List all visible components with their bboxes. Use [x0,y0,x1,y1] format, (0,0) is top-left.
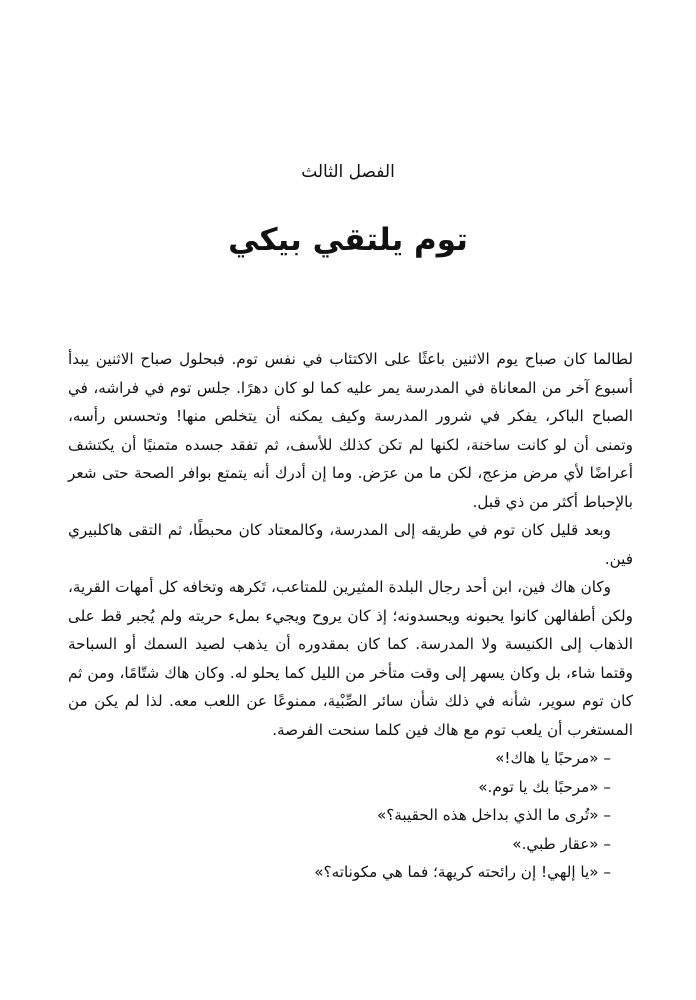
paragraph: لطالما كان صباح يوم الاثنين باعثًا على الاكتئاب في نفس توم. فبحلول صباح الاثنين يبدأ أسبوع آخر من المعاناة في المدرسة يمر عليه كما لو كان دهرًا. جلس توم في فراشه، في الصباح الباكر، يفكر في شرور المدرسة وكيف يمكنه أن يتخلص منها! وتحسس رأسه، وتمنى أن لو كانت ساخنة، لكنها لم تكن كذلك للأسف، ثم تفقد جسده متمنيًا أن يكتشف أعراضًا لأي مرض مزعج، لكن ما من عرَض. وما إن أدرك أنه يتمتع بوافر الصحة حتى شعر بالإحباط أكثر من ذي قبل. [68,350,633,511]
dialogue-line: – «مرحبًا يا هاك!» [495,749,611,767]
paragraph: وكان هاك فين، ابن أحد رجال البلدة المثيرين للمتاعب، تَكرهه وتخافه كل أمهات القرية، ولكن أطفالهن كانوا يحبونه ويحسدونه؛ إذ كان يروح ويجيء بملء حريته ولم يُجبر قط على الذهاب إلى الكنيسة ولا المدرسة. كما كان بمقدوره أن يذهب لصيد السمك أو السباحة وقتما شاء، بل وكان يسهر إلى وقت متأخر من الليل كما يحلو له. وكان هاك شتّامًا، ومن ثم كان توم سوير، شأنه في ذلك شأن سائر الصِّبْية، ممنوعًا عن اللعب معه. لذا لم يكن من المستغرب أن يلعب توم مع هاك فين كلما سنحت الفرصة. [68,578,633,739]
paragraph: وبعد قليل كان توم في طريقه إلى المدرسة، وكالمعتاد كان محبطًا، ثم التقى هاكلبيري فين. [68,521,633,568]
chapter-title: توم يلتقي بيكي [228,222,468,258]
dialogue-line: – «عقار طبي.» [512,834,611,853]
dialogue-line: – «يا إلهي! إن رائحته كريهة؛ فما هي مكوناته؟» [314,863,611,881]
chapter-label: الفصل الثالث [301,162,395,182]
dialogue-line: – «تُرى ما الذي بداخل هذه الحقيبة؟» [376,806,611,824]
dialogue-line: – «مرحبًا بك يا توم.» [478,777,611,796]
chapter-body [68,345,633,887]
